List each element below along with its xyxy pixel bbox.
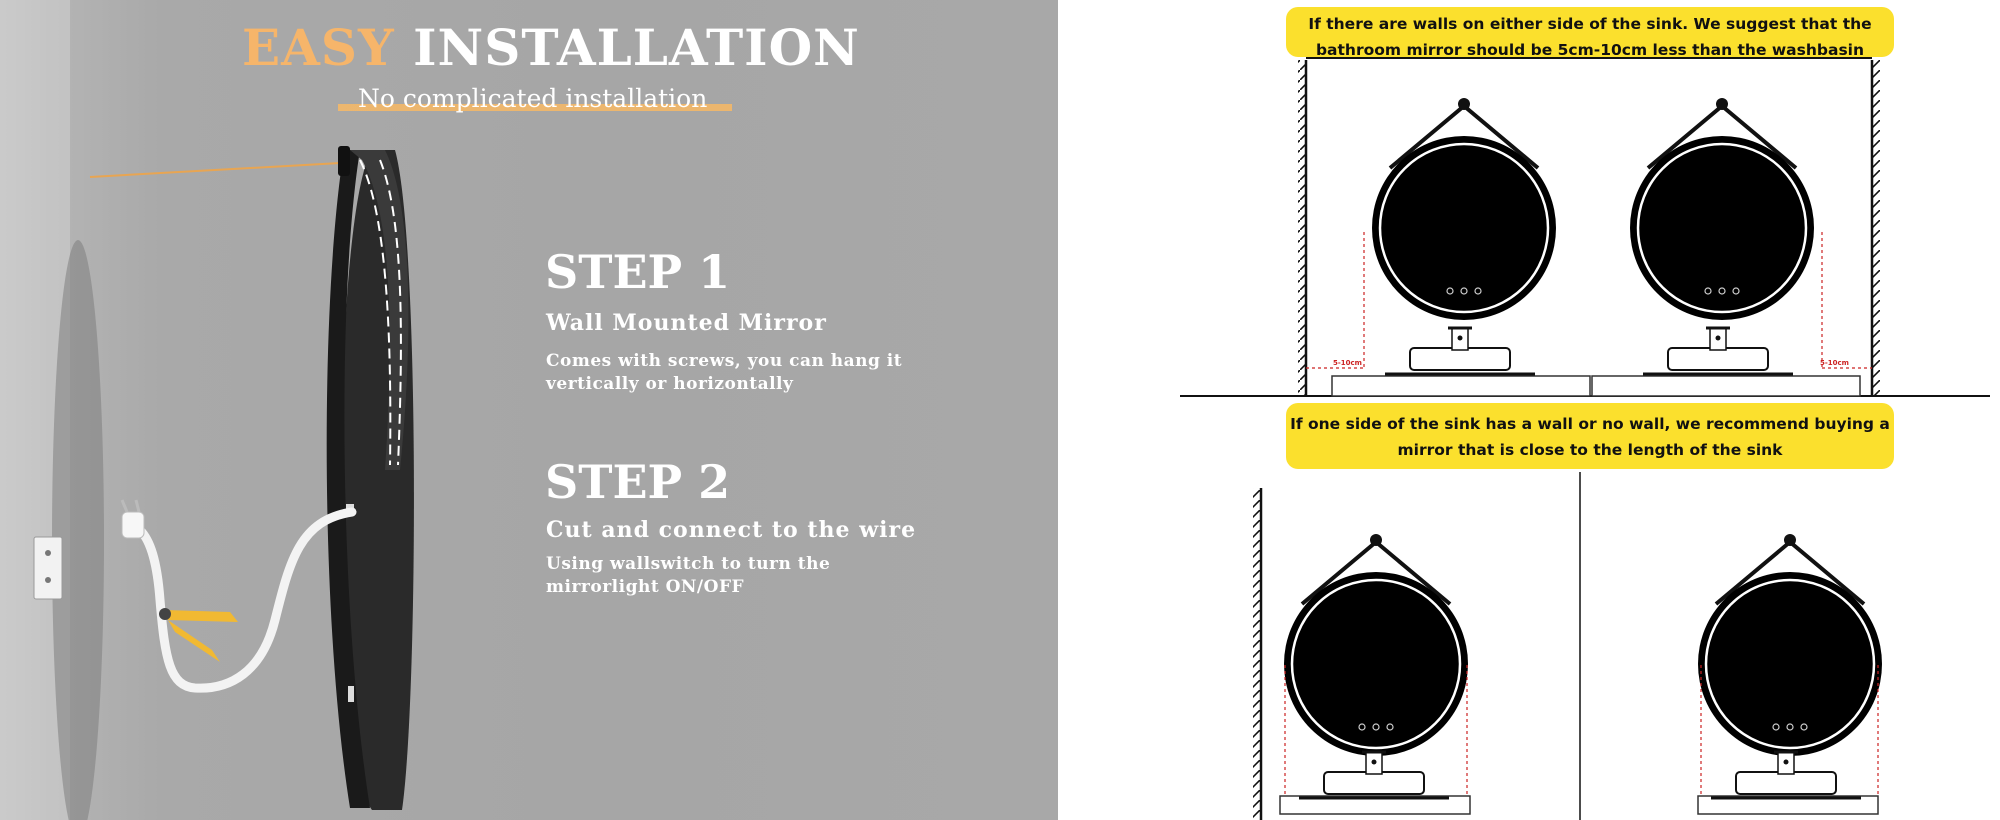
plug-icon [122,500,144,538]
step-2-description: Using wallswitch to turn the mirrorlight ON/OFF [546,554,831,597]
mirror-icon [1284,534,1468,756]
pointer-line [90,163,340,177]
mirror-shadow [52,240,104,820]
counter-right [1592,376,1860,396]
top-recommendation-banner: If there are walls on either side of the sink. We suggest that the bathroom mirror should be 5cm-10cm less than the washbasin [1286,7,1894,57]
sink-icon [1385,328,1535,374]
step-2-subheading: Cut and connect to the wire [546,517,917,543]
title-rest: INSTALLATION [413,18,860,77]
measurement-label-right: 5-10cm [1820,359,1849,367]
wall-socket-icon [34,537,62,599]
sink-icon [1299,752,1449,798]
mirror-side-view-icon [327,146,414,810]
measurement-label-left: 5-10cm [1333,359,1362,367]
step-2-heading: STEP 2 [545,455,731,509]
power-cable [140,512,352,688]
mirror-icon [1372,98,1556,320]
mirror-icon [1630,98,1814,320]
step-1-description: Comes with screws, you can hang it vertically or horizontally [546,351,903,394]
counter-left [1332,376,1590,396]
mirror-icon [1698,534,1882,756]
page-title [242,18,860,77]
step-1-subheading: Wall Mounted Mirror [546,310,827,336]
page-subtitle: No complicated installation [358,84,708,113]
bottom-recommendation-banner: If one side of the sink has a wall or no wall, we recommend buying a mirror that is close to the length of the sink [1286,403,1894,469]
sink-icon [1643,328,1793,374]
title-highlight: EASY [242,18,395,77]
sink-icon [1711,752,1861,798]
step-1-heading: STEP 1 [545,245,731,299]
